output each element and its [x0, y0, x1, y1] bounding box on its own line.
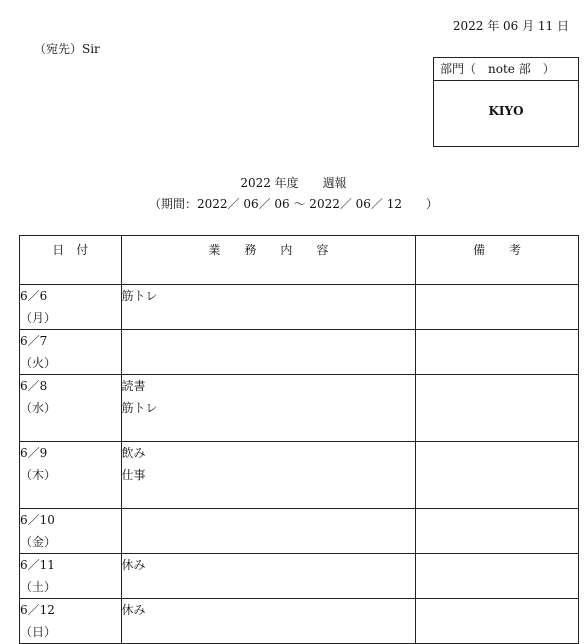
department-box: [433, 57, 579, 147]
notes-cell: [416, 375, 579, 442]
date-cell: 6／8 （水）: [20, 375, 122, 442]
date-cell: 6／7 （火）: [20, 330, 122, 375]
department-label: 部門（ note 部 ）: [434, 58, 578, 81]
date-cell: 6／6 （月）: [20, 285, 122, 330]
table-header-row: [20, 236, 579, 285]
work-cell: 読書 筋トレ: [121, 375, 416, 442]
work-cell: 飲み 仕事: [121, 442, 416, 509]
table-row: [20, 375, 579, 442]
table-row: [20, 442, 579, 509]
work-cell: [121, 330, 416, 375]
weekly-report-table: [19, 235, 579, 644]
date-cell: 6／12 （日）: [20, 599, 122, 644]
notes-cell: [416, 442, 579, 509]
table-row: [20, 554, 579, 599]
table-row: [20, 599, 579, 644]
report-date: 2022 年 06 月 11 日: [452, 19, 569, 33]
work-cell: [121, 509, 416, 554]
work-cell: 休み: [121, 599, 416, 644]
department-name: KIYO: [488, 104, 524, 118]
date-cell: 6／11 （土）: [20, 554, 122, 599]
notes-cell: [416, 330, 579, 375]
notes-cell: [416, 599, 579, 644]
header-notes: 備 考: [416, 236, 579, 285]
date-cell: 6／9 （木）: [20, 442, 122, 509]
date-cell: 6／10 （金）: [20, 509, 122, 554]
addressee: （宛先）Sir: [34, 42, 100, 56]
table-row: [20, 330, 579, 375]
report-period: （期間：2022／ 06／ 06 〜 2022／ 06／ 12 ）: [148, 197, 439, 211]
work-cell: 休み: [121, 554, 416, 599]
report-title: 2022 年度 週報: [240, 176, 347, 190]
header-date: 日 付: [20, 236, 122, 285]
header-work: 業 務 内 容: [121, 236, 416, 285]
notes-cell: [416, 285, 579, 330]
notes-cell: [416, 509, 579, 554]
table-row: [20, 509, 579, 554]
table-row: [20, 285, 579, 330]
work-cell: 筋トレ: [121, 285, 416, 330]
notes-cell: [416, 554, 579, 599]
